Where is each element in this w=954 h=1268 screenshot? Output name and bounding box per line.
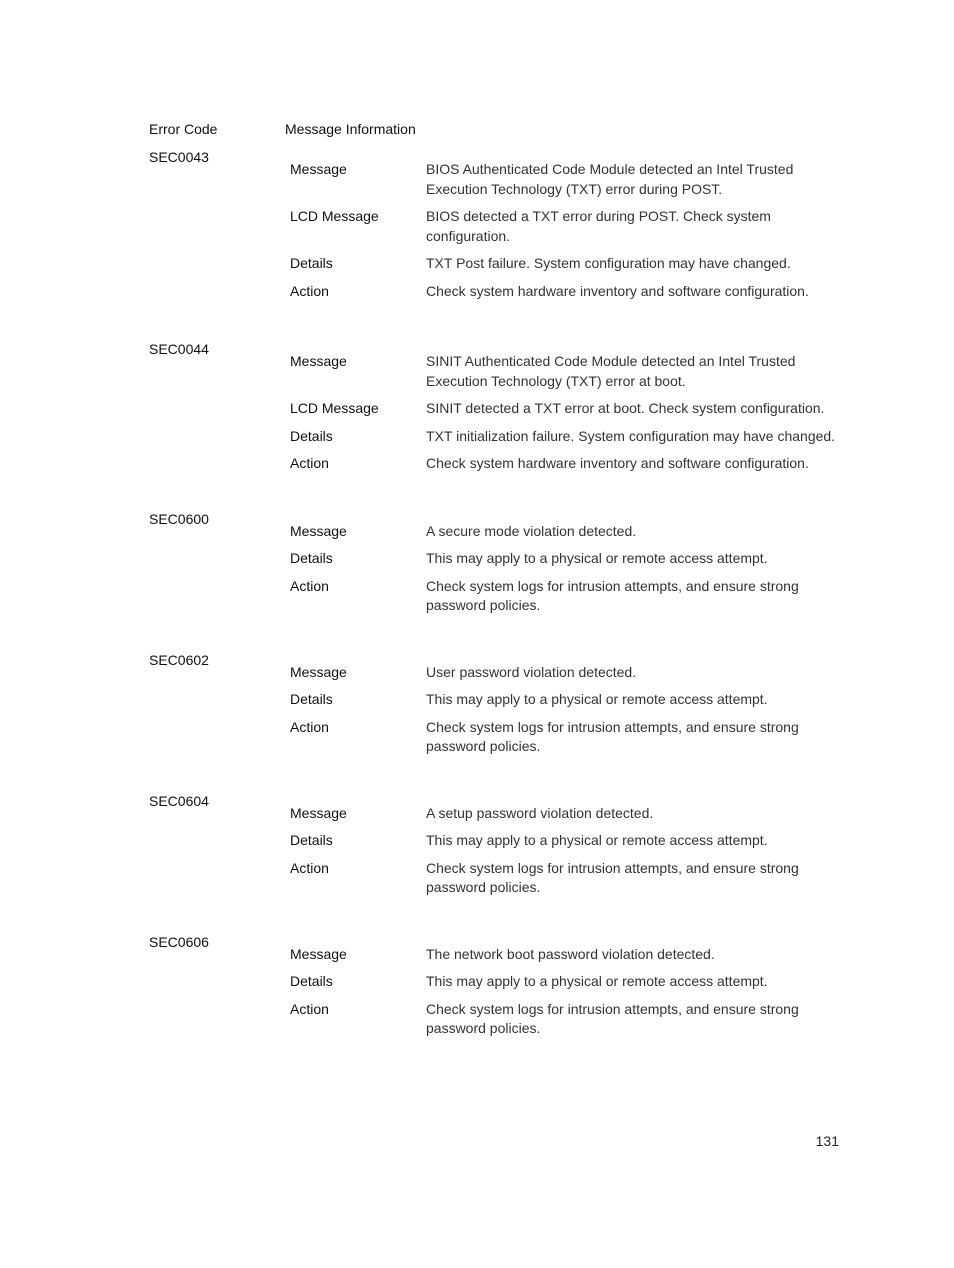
info-label: Action bbox=[290, 455, 329, 471]
info-row bbox=[290, 831, 839, 851]
error-code: SEC0604 bbox=[149, 792, 209, 809]
error-entry bbox=[149, 147, 839, 301]
error-entry bbox=[149, 932, 839, 1039]
info-label: Details bbox=[290, 427, 333, 444]
error-entry bbox=[149, 791, 839, 898]
message-information bbox=[149, 339, 839, 474]
info-row bbox=[290, 282, 839, 302]
error-code: SEC0606 bbox=[149, 933, 209, 950]
error-code: SEC0043 bbox=[149, 149, 209, 165]
message-information bbox=[149, 791, 839, 898]
info-value: User password violation detected. bbox=[426, 663, 637, 680]
message-information bbox=[149, 932, 839, 1039]
info-value: Check system hardware inventory and software configuration. bbox=[426, 455, 809, 471]
info-label: Message bbox=[290, 804, 347, 821]
info-value: A setup password violation detected. bbox=[426, 804, 654, 821]
info-label: Details bbox=[290, 691, 333, 707]
info-label: Action bbox=[290, 1000, 329, 1017]
info-row bbox=[290, 207, 839, 246]
info-value: This may apply to a physical or remote access attempt. bbox=[426, 550, 768, 566]
info-row bbox=[290, 399, 839, 419]
info-label: LCD Message bbox=[290, 400, 379, 416]
info-label: Action bbox=[290, 577, 329, 594]
info-row bbox=[290, 427, 839, 447]
info-label: Message bbox=[290, 522, 347, 539]
error-entry bbox=[149, 650, 839, 757]
info-row bbox=[290, 352, 839, 391]
message-information bbox=[149, 650, 839, 757]
info-row bbox=[290, 454, 839, 474]
info-label: Message bbox=[290, 161, 347, 177]
info-value: Check system logs for intrusion attempts, and ensure strong password policies. bbox=[426, 859, 799, 895]
info-label: Action bbox=[290, 282, 329, 299]
info-row bbox=[290, 859, 839, 898]
info-value: Check system hardware inventory and software configuration. bbox=[426, 282, 809, 299]
info-row bbox=[290, 804, 839, 824]
info-value: The network boot password violation detected. bbox=[426, 945, 715, 962]
info-row bbox=[290, 718, 839, 757]
info-row bbox=[290, 690, 839, 710]
info-value: This may apply to a physical or remote access attempt. bbox=[426, 832, 768, 848]
info-value: BIOS detected a TXT error during POST. Check system configuration. bbox=[426, 208, 771, 244]
error-code: SEC0044 bbox=[149, 341, 209, 357]
error-code: SEC0602 bbox=[149, 651, 209, 668]
message-information-column-header: Message Information bbox=[285, 121, 416, 137]
info-value: SINIT Authenticated Code Module detected an Intel Trusted Execution Technology (TXT) error at boot. bbox=[426, 353, 796, 389]
info-row bbox=[290, 1000, 839, 1039]
info-label: Details bbox=[290, 550, 333, 566]
error-entry bbox=[149, 509, 839, 616]
info-label: Details bbox=[290, 973, 333, 989]
message-information bbox=[149, 509, 839, 616]
info-value: BIOS Authenticated Code Module detected an Intel Trusted Execution Technology (TXT) error during POST. bbox=[426, 161, 794, 197]
info-value: TXT Post failure. System configuration may have changed. bbox=[426, 255, 791, 271]
info-row bbox=[290, 549, 839, 569]
info-value: TXT initialization failure. System configuration may have changed. bbox=[426, 427, 836, 444]
info-row bbox=[290, 945, 839, 965]
info-value: SINIT detected a TXT error at boot. Check system configuration. bbox=[426, 400, 825, 416]
info-label: LCD Message bbox=[290, 208, 379, 224]
info-label: Message bbox=[290, 663, 347, 680]
info-value: Check system logs for intrusion attempts, and ensure strong password policies. bbox=[426, 718, 799, 754]
page-number: 131 bbox=[815, 1133, 839, 1149]
info-label: Details bbox=[290, 832, 333, 848]
info-value: Check system logs for intrusion attempts, and ensure strong password policies. bbox=[426, 577, 799, 613]
info-value: This may apply to a physical or remote access attempt. bbox=[426, 691, 768, 707]
info-row bbox=[290, 254, 839, 274]
info-row bbox=[290, 160, 839, 199]
info-label: Details bbox=[290, 255, 333, 271]
error-code: SEC0600 bbox=[149, 510, 209, 527]
error-code-column-header: Error Code bbox=[149, 121, 218, 137]
info-row bbox=[290, 972, 839, 992]
info-label: Action bbox=[290, 859, 329, 876]
info-row bbox=[290, 663, 839, 683]
info-label: Action bbox=[290, 718, 329, 735]
info-label: Message bbox=[290, 353, 347, 369]
info-row bbox=[290, 522, 839, 542]
message-information bbox=[149, 147, 839, 301]
info-value: Check system logs for intrusion attempts, and ensure strong password policies. bbox=[426, 1000, 799, 1036]
error-entry bbox=[149, 339, 839, 474]
info-label: Message bbox=[290, 945, 347, 962]
error-code-list bbox=[149, 147, 839, 1047]
info-value: This may apply to a physical or remote access attempt. bbox=[426, 973, 768, 989]
info-row bbox=[290, 577, 839, 616]
table-header bbox=[149, 119, 839, 139]
info-value: A secure mode violation detected. bbox=[426, 522, 637, 539]
